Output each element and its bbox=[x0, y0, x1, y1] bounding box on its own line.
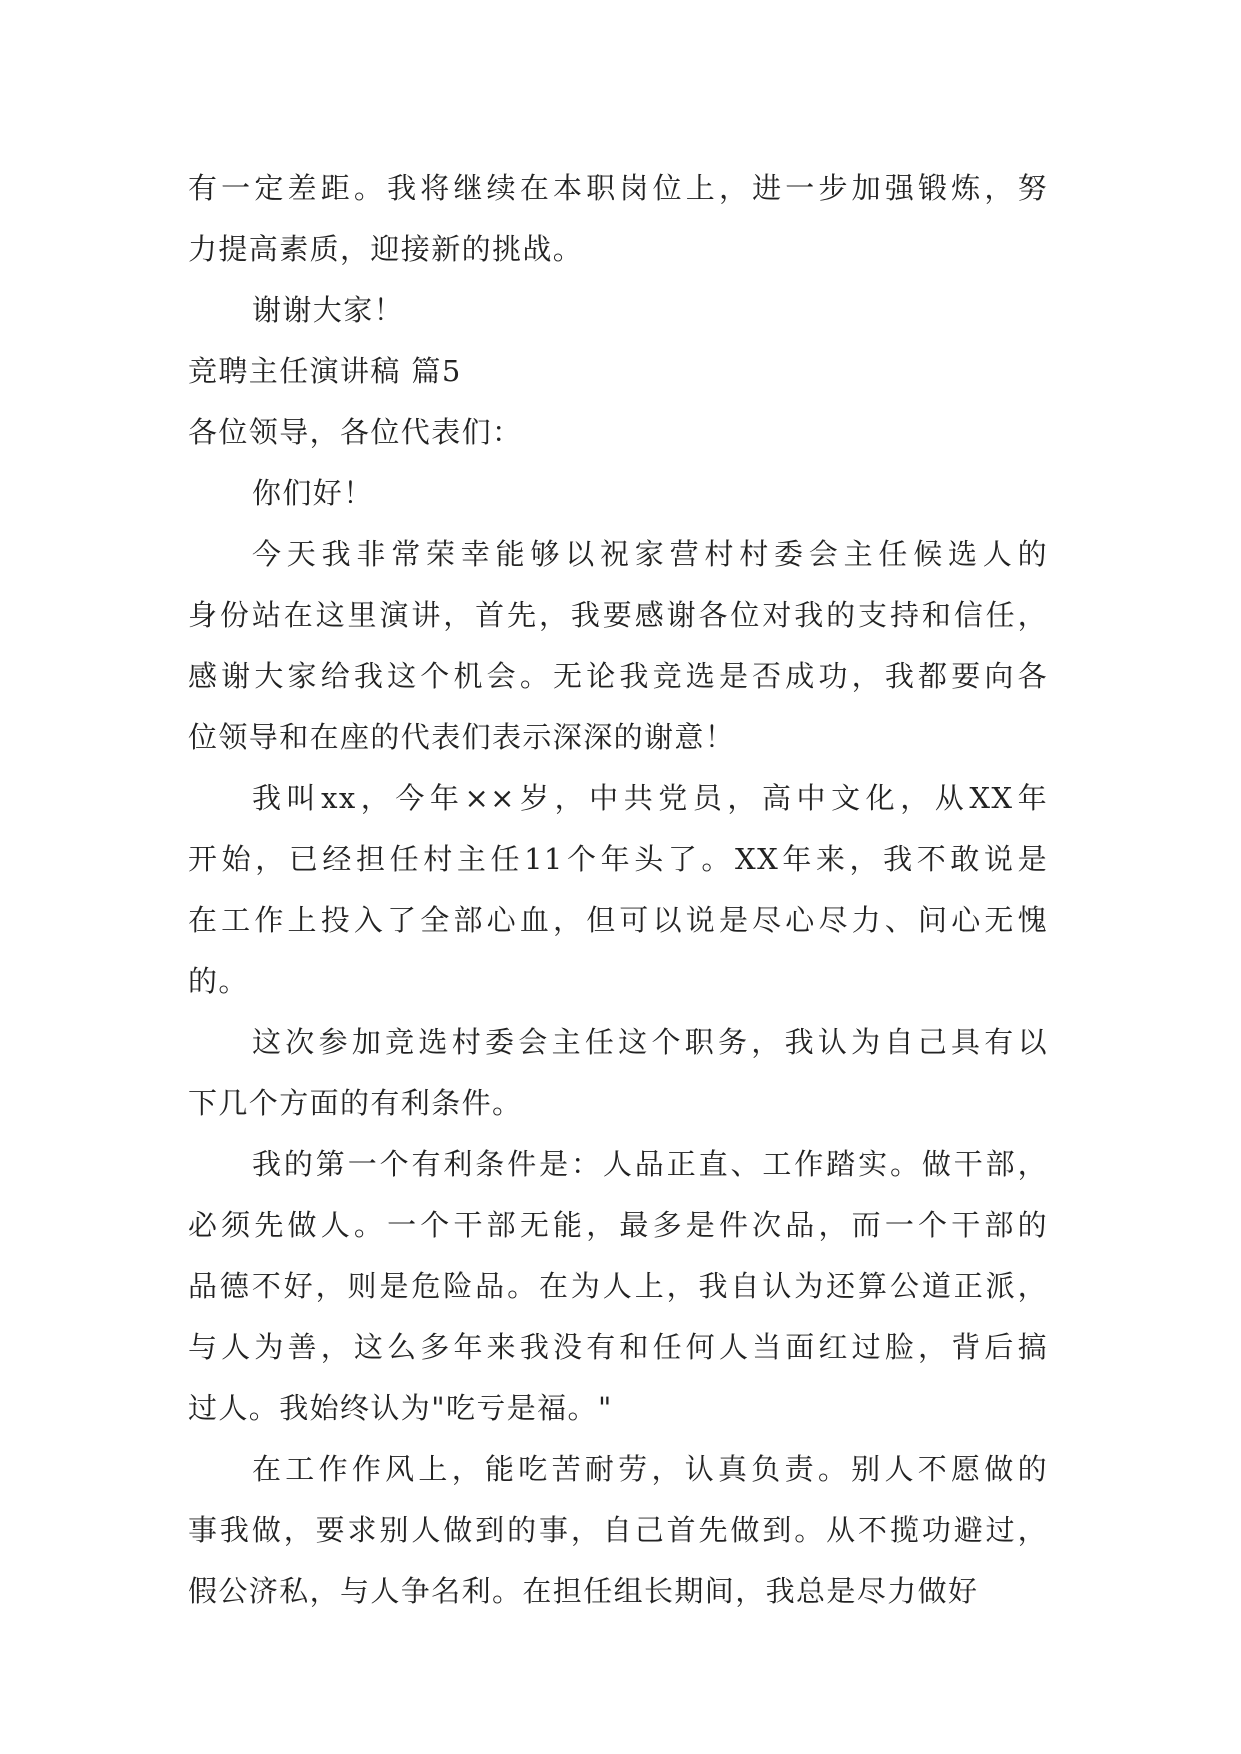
text-line: 过人。我始终认为"吃亏是福。" bbox=[188, 1391, 613, 1425]
paragraph-greeting bbox=[188, 463, 1048, 524]
text-line: 我的第一个有利条件是：人品正直、工作踏实。做干部， bbox=[252, 1147, 1048, 1181]
text-line: 位领导和在座的代表们表示深深的谢意！ bbox=[188, 720, 736, 754]
text-line: 竞聘主任演讲稿 篇5 bbox=[188, 354, 462, 388]
text-line: 有一定差距。我将继续在本职岗位上，进一步加强锻炼，努 bbox=[188, 171, 1048, 205]
document-body bbox=[188, 158, 1048, 1622]
paragraph-para-intro bbox=[188, 768, 1048, 1012]
paragraph-prev-ending bbox=[188, 158, 1048, 280]
paragraph-para-honor bbox=[188, 524, 1048, 768]
text-line: 开始，已经担任村主任11个年头了。XX年来，我不敢说是 bbox=[188, 842, 1048, 876]
text-line: 品德不好，则是危险品。在为人上，我自认为还算公道正派， bbox=[188, 1269, 1048, 1303]
text-line: 的。 bbox=[188, 964, 249, 998]
paragraph-thanks bbox=[188, 280, 1048, 341]
text-line: 与人为善，这么多年来我没有和任何人当面红过脸，背后搞 bbox=[188, 1330, 1048, 1364]
text-line: 力提高素质，迎接新的挑战。 bbox=[188, 232, 584, 266]
text-line: 今天我非常荣幸能够以祝家营村村委会主任候选人的 bbox=[252, 537, 1048, 571]
text-line: 身份站在这里演讲，首先，我要感谢各位对我的支持和信任， bbox=[188, 598, 1048, 632]
text-line: 在工作作风上，能吃苦耐劳，认真负责。别人不愿做的 bbox=[252, 1452, 1048, 1486]
text-line: 事我做，要求别人做到的事，自己首先做到。从不揽功避过， bbox=[188, 1513, 1048, 1547]
text-line: 假公济私，与人争名利。在担任组长期间，我总是尽力做好 bbox=[188, 1574, 979, 1608]
paragraph-para-first bbox=[188, 1134, 1048, 1439]
text-line: 下几个方面的有利条件。 bbox=[188, 1086, 523, 1120]
paragraph-salutation bbox=[188, 402, 1048, 463]
text-line: 在工作上投入了全部心血，但可以说是尽心尽力、问心无愧 bbox=[188, 903, 1048, 937]
text-line: 各位领导，各位代表们： bbox=[188, 415, 523, 449]
paragraph-section-title bbox=[188, 341, 1048, 402]
text-line: 感谢大家给我这个机会。无论我竞选是否成功，我都要向各 bbox=[188, 659, 1048, 693]
text-line: 我叫xx，今年××岁，中共党员，高中文化，从XX年 bbox=[252, 781, 1048, 815]
text-line: 这次参加竞选村委会主任这个职务，我认为自己具有以 bbox=[252, 1025, 1048, 1059]
text-line: 谢谢大家！ bbox=[252, 293, 405, 327]
paragraph-para-style bbox=[188, 1439, 1048, 1622]
paragraph-para-conditions bbox=[188, 1012, 1048, 1134]
text-line: 你们好！ bbox=[252, 476, 374, 510]
text-line: 必须先做人。一个干部无能，最多是件次品，而一个干部的 bbox=[188, 1208, 1048, 1242]
